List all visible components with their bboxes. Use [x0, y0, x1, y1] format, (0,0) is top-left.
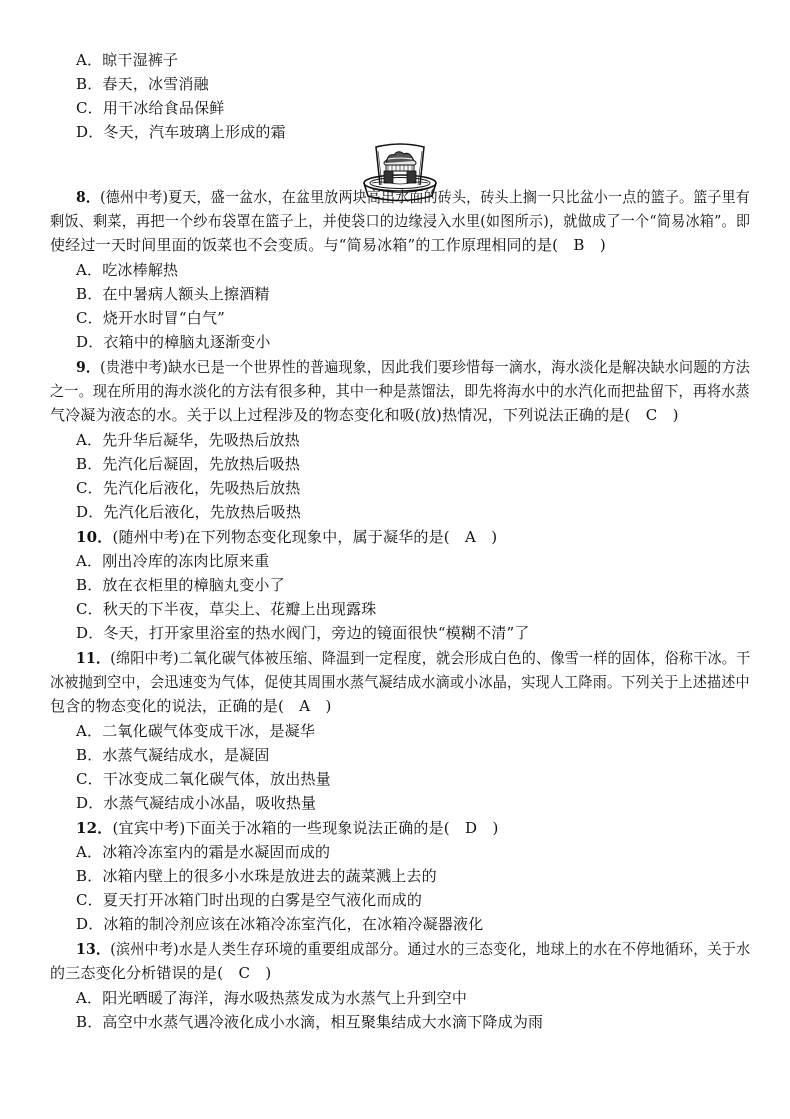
q10-option-a: A．刚出冷库的冻肉比原来重: [76, 552, 270, 570]
q7-option-a: A．晾干湿裤子: [76, 51, 179, 69]
q11-option-d: D．水蒸气凝结成小冰晶，吸收热量: [76, 794, 317, 812]
q8-option-a: A．吃冰棒解热: [76, 261, 179, 279]
q7-option-b: B．春天，冰雪消融: [76, 75, 209, 93]
q11-option-a: A．二氧化碳气体变成干冰，是凝华: [76, 722, 316, 740]
q7-option-c: C．用干冰给食品保鲜: [76, 99, 225, 117]
q9-option-a: A．先升华后凝华，先吸热后放热: [76, 431, 300, 449]
q10-number: 10．: [76, 528, 113, 546]
q9-option-d: D．先汽化后液化，先放热后吸热: [76, 503, 302, 521]
q8-line-3: 使经过一天时间里面的饭菜也不会变质。与“简易冰箱”的工作原理相同的是( B ): [50, 236, 606, 254]
q11-number: 11．: [76, 649, 111, 667]
q10-option-b: B．放在衣柜里的樟脑丸变小了: [76, 576, 285, 594]
q10-text-1: (随州中考)在下列物态变化现象中，属于凝华的是( A ): [112, 528, 498, 546]
q9-line-2: 之一。现在所用的海水淡化的方法有很多种，其中一种是蒸馏法，即先将海水中的水汽化而把盐留下，再将水蒸: [50, 382, 750, 400]
q8-number: 8．: [76, 188, 101, 206]
q9-number: 9．: [76, 358, 101, 376]
q7-option-d: D．冬天，汽车玻璃上形成的霜: [76, 123, 286, 141]
q11-line-1: [76, 648, 750, 668]
q11-line-3: 包含的物态变化的说法，正确的是( A ): [50, 697, 332, 715]
q10-option-c: C．秋天的下半夜，草尖上、花瓣上出现露珠: [76, 600, 377, 618]
q8-option-b: B．在中暑病人额头上擦酒精: [76, 285, 270, 303]
q8-option-d: D．衣箱中的樟脑丸逐渐变小: [76, 333, 271, 351]
q12-option-a: A．冰箱冷冻室内的霜是水凝固而成的: [76, 843, 331, 861]
q13-text-1: (滨州中考)水是人类生存环境的重要组成部分。通过水的三态变化，地球上的水在不停地循环，关于水: [110, 940, 751, 958]
q9-line-3: 气冷凝为液态的水。关于以上过程涉及的物态变化和吸(放)热情况，下列说法正确的是( C ): [50, 406, 679, 424]
q12-option-b: B．冰箱内壁上的很多小水珠是放进去的蔬菜溅上去的: [76, 867, 437, 885]
q11-option-c: C．干冰变成二氧化碳气体，放出热量: [76, 770, 331, 788]
q13-option-a: A．阳光晒暖了海洋，海水吸热蒸发成为水蒸气上升到空中: [76, 989, 468, 1007]
q12-line-1: [76, 818, 499, 838]
q11-option-b: B．水蒸气凝结成水，是凝固: [76, 746, 270, 764]
q10-line-1: [76, 527, 497, 547]
q13-line-2: 的三态变化分析错误的是( C ): [50, 964, 272, 982]
q8-line-2: 剩饭、剩菜，再把一个纱布袋罩在篮子上，并使袋口的边缘浸入水里(如图所示)，就做成了一个“简易冰箱”。即: [50, 212, 751, 230]
q9-option-c: C．先汽化后液化，先吸热后放热: [76, 479, 301, 497]
q8-line-1: [76, 187, 750, 207]
q13-option-b: B．高空中水蒸气遇冷液化成小水滴，相互聚集结成大水滴下降成为雨: [76, 1013, 544, 1031]
q11-text-1: (绵阳中考)二氧化碳气体被压缩、降温到一定程度，就会形成白色的、像雪一样的固体，俗称干冰。干: [110, 649, 751, 667]
q12-option-d: D．冰箱的制冷剂应该在冰箱冷冻室汽化，在冰箱冷凝器液化: [76, 915, 484, 933]
q9-line-1: [76, 357, 750, 377]
q9-option-b: B．先汽化后凝固，先放热后吸热: [76, 455, 301, 473]
q8-option-c: C．烧开水时冒“白气”: [76, 309, 226, 327]
q12-text-1: (宜宾中考)下面关于冰箱的一些现象说法正确的是( D ): [112, 819, 499, 837]
q11-line-2: 冰被抛到空中，会迅速变为气体，促使其周围水蒸气凝结成水滴或小冰晶，实现人工降雨。下列关于上述描述中: [50, 673, 750, 691]
q13-line-1: [76, 939, 750, 959]
q10-option-d: D．冬天，打开家里浴室的热水阀门，旁边的镜面很快“模糊不清”了: [76, 624, 530, 642]
q12-option-c: C．夏天打开冰箱门时出现的白雾是空气液化而成的: [76, 891, 423, 909]
q13-number: 13．: [76, 940, 111, 958]
q9-text-1: (贵港中考)缺水已是一个世界性的普遍现象，因此我们要珍惜每一滴水，海水淡化是解决缺水问题的方法: [100, 358, 750, 376]
q12-number: 12．: [76, 819, 113, 837]
q8-text-1: (德州中考)夏天，盛一盆水，在盆里放两块高出水面的砖头，砖头上搁一只比盆小一点的篮子。篮子里有: [100, 188, 750, 206]
